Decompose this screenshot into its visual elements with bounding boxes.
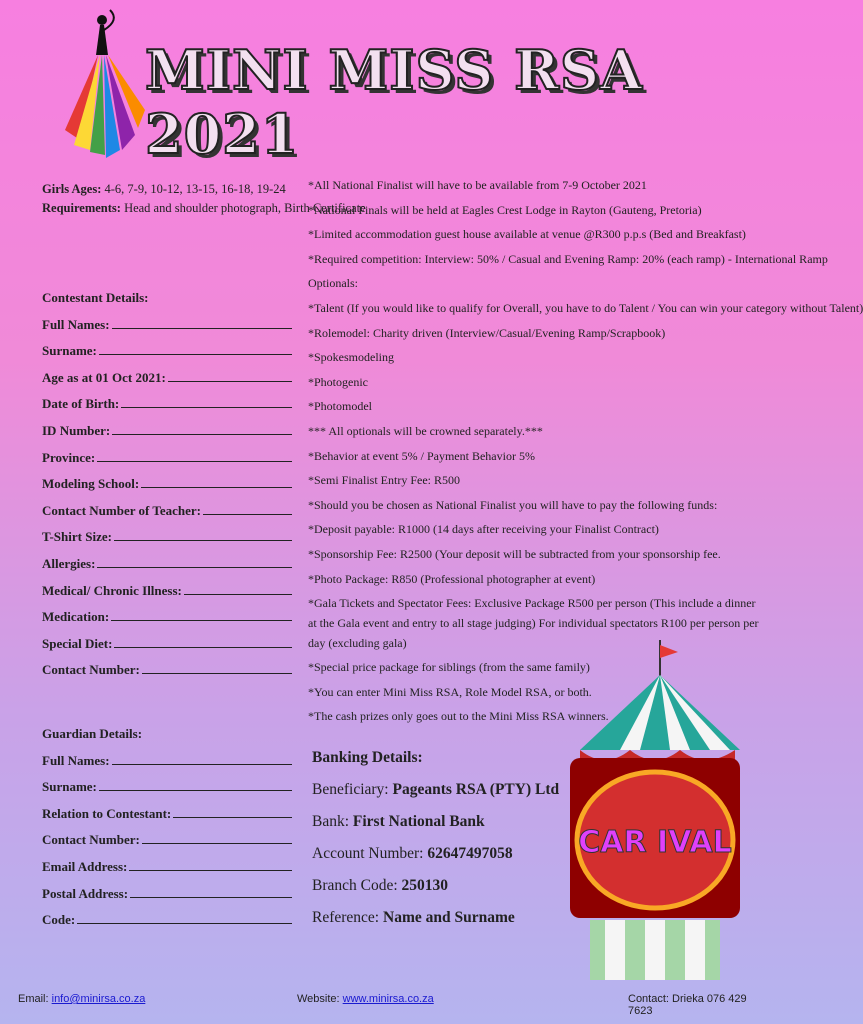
contestant-field-line[interactable]: [97, 460, 292, 462]
contestant-field-row: [42, 466, 292, 493]
contestant-field-line[interactable]: [97, 566, 292, 568]
contestant-field-label: ID Number:: [42, 422, 111, 438]
contestant-field-label: Special Diet:: [42, 635, 113, 651]
contestant-field-row: [42, 625, 292, 652]
guardian-field-row: [42, 875, 292, 902]
info-line: *Special price package for siblings (from the same family): [308, 660, 590, 675]
info-line: *** All optionals will be crowned separately.***: [308, 423, 543, 438]
dress-logo-icon: [60, 10, 150, 165]
contestant-heading: Contestant Details:: [42, 290, 149, 305]
info-line: *Rolemodel: Charity driven (Interview/Casual/Evening Ramp/Scrapbook): [308, 325, 666, 340]
guardian-field-line[interactable]: [99, 789, 292, 791]
guardian-field-line[interactable]: [130, 896, 292, 898]
guardian-field-line[interactable]: [77, 922, 292, 924]
branch-row: Branch Code: 250130: [312, 877, 449, 894]
carnival-tent-icon: [560, 640, 740, 990]
contestant-field-row: [42, 652, 292, 679]
contestant-fields: [42, 306, 292, 678]
guardian-field-label: Code:: [42, 912, 76, 928]
footer-website: Website: www.minirsa.co.za: [297, 993, 434, 1005]
contestant-field-label: Contact Number:: [42, 662, 140, 678]
contestant-details: [42, 290, 292, 678]
guardian-details: [42, 726, 292, 928]
contestant-field-label: Surname:: [42, 343, 97, 359]
contestant-field-line[interactable]: [203, 513, 292, 515]
carnival-text: CAR IVAL: [578, 825, 732, 860]
gala-info: *Gala Tickets and Spectator Fees: Exclusive Package R500 per person (This include a dinner at the Gala event and entry to all stage judging) For individual spectators R100 per person per day (excluding gala): [308, 596, 759, 651]
requirements-value: Head and shoulder photograph, Birth Certificate: [124, 201, 366, 215]
contestant-field-label: Age as at 01 Oct 2021:: [42, 369, 166, 385]
website-link[interactable]: www.minirsa.co.za: [342, 993, 434, 1005]
contestant-field-row: [42, 519, 292, 546]
guardian-field-line[interactable]: [142, 842, 292, 844]
contestant-field-label: T-Shirt Size:: [42, 529, 112, 545]
page-title: MINI MISS RSA 2021: [145, 38, 643, 166]
info-line: *National Finals will be held at Eagles Crest Lodge in Rayton (Gauteng, Pretoria): [308, 202, 702, 217]
footer-contact: Contact: Drieka 076 429 7623: [628, 993, 747, 1017]
contestant-field-row: [42, 439, 292, 466]
contestant-field-row: [42, 545, 292, 572]
info-line: Optionals:: [308, 276, 358, 291]
info-line: *You can enter Mini Miss RSA, Role Model RSA, or both.: [308, 684, 592, 699]
contestant-field-line[interactable]: [168, 380, 292, 382]
requirements-label: Requirements:: [42, 201, 121, 215]
contestant-field-row: [42, 492, 292, 519]
contestant-field-row: [42, 333, 292, 360]
info-line: *Limited accommodation guest house available at venue @R300 p.p.s (Bed and Breakfast): [308, 227, 746, 242]
guardian-heading: Guardian Details:: [42, 726, 143, 741]
contestant-field-line[interactable]: [184, 593, 292, 595]
info-line: *The cash prizes only goes out to the Mini Miss RSA winners.: [308, 709, 609, 724]
contestant-field-label: Province:: [42, 449, 96, 465]
ages-value: 4-6, 7-9, 10-12, 13-15, 16-18, 19-24: [104, 182, 286, 196]
info-line: *Semi Finalist Entry Fee: R500: [308, 473, 460, 488]
contestant-field-row: [42, 412, 292, 439]
contestant-field-label: Medication:: [42, 609, 110, 625]
guardian-field-row: [42, 848, 292, 875]
contestant-field-label: Full Names:: [42, 316, 110, 332]
contestant-field-line[interactable]: [114, 646, 292, 648]
banking-details: [312, 742, 562, 934]
contestant-field-line[interactable]: [142, 672, 292, 674]
guardian-field-row: [42, 822, 292, 849]
guardian-field-label: Surname:: [42, 779, 97, 795]
contestant-field-line[interactable]: [121, 406, 292, 408]
info-line: *Spokesmodeling: [308, 350, 394, 365]
contestant-field-row: [42, 306, 292, 333]
banking-heading: Banking Details:: [312, 749, 423, 766]
guardian-field-row: [42, 795, 292, 822]
guardian-field-row: [42, 769, 292, 796]
info-line: *Deposit payable: R1000 (14 days after receiving your Finalist Contract): [308, 522, 659, 537]
contestant-field-label: Medical/ Chronic Illness:: [42, 582, 182, 598]
guardian-field-row: [42, 902, 292, 929]
guardian-field-row: [42, 742, 292, 769]
bank-row: Bank: First National Bank: [312, 813, 485, 830]
info-line: *Required competition: Interview: 50% / Casual and Evening Ramp: 20% (each ramp) - International Ramp: [308, 251, 828, 266]
info-line: *Should you be chosen as National Finalist you will have to pay the following funds:: [308, 497, 718, 512]
info-line: *Photo Package: R850 (Professional photographer at event): [308, 571, 596, 586]
guardian-field-line[interactable]: [112, 763, 292, 765]
reference-row: Reference: Name and Surname: [312, 909, 515, 926]
ages-label: Girls Ages:: [42, 182, 102, 196]
guardian-field-label: Postal Address:: [42, 885, 129, 901]
contestant-field-line[interactable]: [114, 539, 292, 541]
contestant-field-line[interactable]: [112, 433, 292, 435]
guardian-field-label: Email Address:: [42, 858, 128, 874]
contestant-field-row: [42, 599, 292, 626]
guardian-field-label: Contact Number:: [42, 832, 140, 848]
ages-info: [42, 180, 366, 218]
footer-email: Email: info@minirsa.co.za: [18, 993, 146, 1005]
guardian-field-label: Full Names:: [42, 752, 110, 768]
guardian-field-label: Relation to Contestant:: [42, 805, 172, 821]
contestant-field-line[interactable]: [111, 619, 292, 621]
email-link[interactable]: info@minirsa.co.za: [51, 993, 146, 1005]
guardian-field-line[interactable]: [129, 869, 292, 871]
contestant-field-label: Modeling School:: [42, 476, 140, 492]
guardian-fields: [42, 742, 292, 928]
account-row: Account Number: 62647497058: [312, 845, 513, 862]
info-line: *Talent (If you would like to qualify for Overall, you have to do Talent / You can win your category without Talent): [308, 300, 863, 315]
info-line: *All National Finalist will have to be available from 7-9 October 2021: [308, 178, 647, 192]
contestant-field-row: [42, 386, 292, 413]
contestant-field-label: Date of Birth:: [42, 396, 120, 412]
info-line: *Photogenic: [308, 374, 368, 389]
contestant-field-line[interactable]: [141, 486, 292, 488]
contestant-field-row: [42, 359, 292, 386]
info-line: *Sponsorship Fee: R2500 (Your deposit will be subtracted from your sponsorship fee.: [308, 546, 721, 561]
contestant-field-label: Contact Number of Teacher:: [42, 502, 201, 518]
contestant-field-line[interactable]: [99, 353, 292, 355]
contestant-field-label: Allergies:: [42, 555, 96, 571]
contestant-field-line[interactable]: [112, 327, 292, 329]
info-line: *Photomodel: [308, 399, 373, 414]
info-line: *Behavior at event 5% / Payment Behavior 5%: [308, 448, 535, 463]
guardian-field-line[interactable]: [173, 816, 292, 818]
beneficiary-row: Beneficiary: Pageants RSA (PTY) Ltd: [312, 781, 560, 798]
contestant-field-row: [42, 572, 292, 599]
event-info-lines: [308, 173, 863, 591]
